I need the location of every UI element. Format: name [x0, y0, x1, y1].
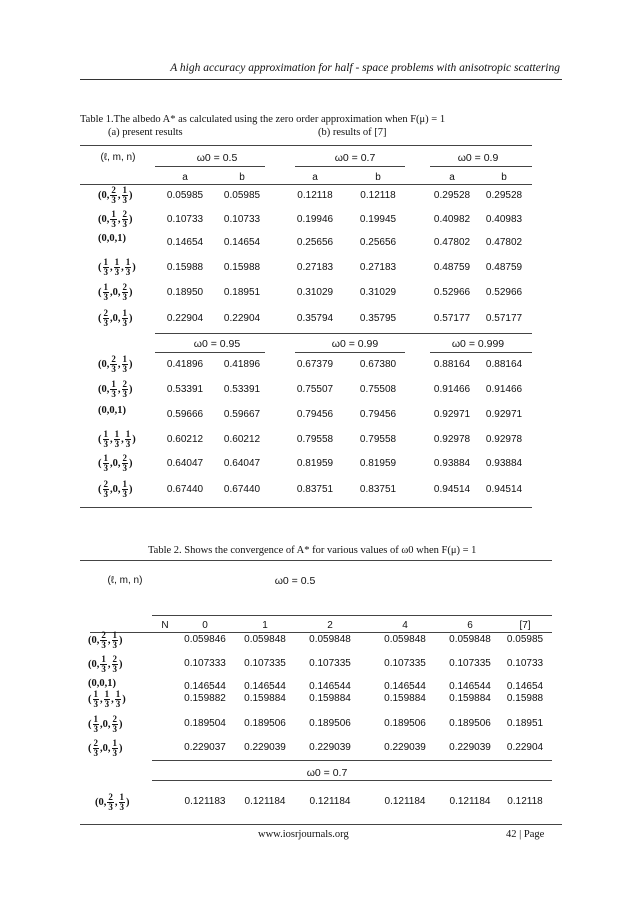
table1-col-a: a — [449, 172, 455, 183]
table2-cell: 0.059848 — [384, 634, 426, 645]
table2-cell: 0.18951 — [506, 718, 544, 729]
table1-cell: 0.41896 — [223, 359, 261, 370]
table1-cell: 0.67440 — [223, 484, 261, 495]
table2-cell: 0.189504 — [184, 718, 226, 729]
table1-cell: 0.64047 — [166, 458, 204, 469]
table1-cell: 0.83751 — [359, 484, 397, 495]
table1-cell: 0.94514 — [433, 484, 471, 495]
table1-cell: 0.10733 — [166, 214, 204, 225]
table1-cell: 0.48759 — [433, 262, 471, 273]
table1-cell: 0.35795 — [359, 313, 397, 324]
table1-col-b: b — [375, 172, 381, 183]
table2-cell: 0.22904 — [506, 742, 544, 753]
table1-omega-top: ω0 = 0.5 — [196, 152, 238, 164]
table2-omega-first: ω0 = 0.5 — [274, 575, 316, 587]
table1-cell: 0.67380 — [359, 359, 397, 370]
table1-omega-top: ω0 = 0.9 — [457, 152, 499, 164]
table1-cell: 0.79456 — [296, 409, 334, 420]
table1-cell: 0.48759 — [485, 262, 523, 273]
table2-row-label: ( 0 , $\frac{2}{3}$ , $\frac{1}{3}$ ) — [95, 792, 130, 812]
table2-n-header: 0 — [202, 620, 208, 631]
table2-cell: 0.146544 — [449, 681, 491, 692]
table2-cell: 0.146544 — [184, 681, 226, 692]
table2-cell: 0.229039 — [244, 742, 286, 753]
table1-col-a: a — [182, 172, 188, 183]
table1-cell: 0.91466 — [485, 384, 523, 395]
table1-cell: 0.40983 — [485, 214, 523, 225]
table1-cell: 0.12118 — [297, 190, 333, 201]
table1-cell: 0.92978 — [485, 434, 523, 445]
table1-cell: 0.60212 — [166, 434, 204, 445]
table2-cell: 0.159882 — [184, 693, 226, 704]
table1-cell: 0.25656 — [359, 237, 397, 248]
table2-cell: 0.146544 — [309, 681, 351, 692]
table2-n-label: N — [161, 620, 169, 631]
table2-cell: 0.189506 — [384, 718, 426, 729]
table1-cell: 0.18951 — [223, 287, 261, 298]
table1-mid-rule — [155, 333, 532, 334]
table1-cell: 0.94514 — [485, 484, 523, 495]
table1-cell: 0.88164 — [433, 359, 471, 370]
table1-cell: 0.19946 — [296, 214, 334, 225]
table1-cell: 0.14654 — [223, 237, 261, 248]
table1-cell: 0.12118 — [360, 190, 396, 201]
table2-cell: 0.146544 — [244, 681, 286, 692]
table1-cell: 0.59666 — [166, 409, 204, 420]
table2-header-rule — [90, 632, 552, 633]
table1-sub-b: (b) results of [7] — [318, 127, 387, 138]
table1-cell: 0.83751 — [296, 484, 334, 495]
table2-row-label: ( $\frac{2}{3}$ , 0 , $\frac{1}{3}$ ) — [88, 738, 123, 758]
table1-row-label: ( 0 , 0 , 1 ) — [98, 405, 126, 416]
table2-omega-second: ω0 = 0.7 — [306, 767, 348, 779]
table2-cell: 0.12118 — [507, 796, 543, 807]
table1-col-a: a — [312, 172, 318, 183]
table1-cell: 0.60212 — [223, 434, 261, 445]
table1-cell: 0.15988 — [166, 262, 204, 273]
table1-caption: Table 1.The albedo A* as calculated using the zero order approximation when F(μ) = 1 — [80, 114, 446, 125]
table1-sub-a: (a) present results — [108, 127, 183, 138]
table2-cell: 0.146544 — [384, 681, 426, 692]
table1-row-label: ( $\frac{1}{3}$ , $\frac{1}{3}$ , $\frac{1}{3}$ ) — [98, 257, 136, 277]
table2-cell: 0.189506 — [244, 718, 286, 729]
table1-cell: 0.93884 — [485, 458, 523, 469]
table2-cell: 0.107335 — [244, 658, 286, 669]
table1-cell: 0.81959 — [359, 458, 397, 469]
footer-page: 42 | Page — [506, 829, 545, 840]
table1-cell: 0.81959 — [296, 458, 334, 469]
table2-cell: 0.189506 — [309, 718, 351, 729]
table1-row-label: ( 0 , 0 , 1 ) — [98, 233, 126, 244]
table1-cell: 0.53391 — [223, 384, 261, 395]
table1-col-b: b — [501, 172, 507, 183]
table2-n-header: 4 — [402, 620, 408, 631]
table1-cell: 0.91466 — [433, 384, 471, 395]
table1-top-rule — [80, 145, 532, 146]
table1-group-rule — [430, 352, 532, 353]
table2-cell: 0.059848 — [309, 634, 351, 645]
running-header: A high accuracy approximation for half - space problems with anisotropic scattering — [170, 62, 560, 74]
table1-omega-top: ω0 = 0.7 — [334, 152, 376, 164]
table1-cell: 0.15988 — [223, 262, 261, 273]
table1-group-rule — [155, 352, 265, 353]
table1-cell: 0.79558 — [296, 434, 334, 445]
table1-cell: 0.29528 — [433, 190, 471, 201]
table2-row-label: ( 0 , $\frac{2}{3}$ , $\frac{1}{3}$ ) — [88, 630, 123, 650]
table2-n-header: [7] — [519, 620, 531, 631]
table2-cell: 0.229039 — [449, 742, 491, 753]
table2-cell: 0.05985 — [506, 634, 544, 645]
table1-cell: 0.31029 — [296, 287, 334, 298]
footer-rule — [80, 824, 562, 825]
table1-cell: 0.59667 — [223, 409, 261, 420]
table2-cell: 0.121183 — [184, 796, 226, 807]
table1-cell: 0.25656 — [296, 237, 334, 248]
table1-cell: 0.52966 — [485, 287, 523, 298]
table1-row-label: ( $\frac{2}{3}$ , 0 , $\frac{1}{3}$ ) — [98, 308, 133, 328]
table2-cell: 0.159884 — [384, 693, 426, 704]
table1-cell: 0.05985 — [166, 190, 204, 201]
table2-cell: 0.229039 — [384, 742, 426, 753]
table2-cell: 0.107335 — [384, 658, 426, 669]
table2-n-header: 1 — [262, 620, 268, 631]
table1-cell: 0.79558 — [359, 434, 397, 445]
table1-cell: 0.18950 — [166, 287, 204, 298]
table1-row-label: ( 0 , $\frac{2}{3}$ , $\frac{1}{3}$ ) — [98, 354, 133, 374]
table2-row-label: ( $\frac{1}{3}$ , 0 , $\frac{2}{3}$ ) — [88, 714, 123, 734]
table1-row-label: ( 0 , $\frac{1}{3}$ , $\frac{2}{3}$ ) — [98, 209, 133, 229]
table2-cell: 0.14654 — [506, 681, 544, 692]
table1-cell: 0.14654 — [166, 237, 204, 248]
table1-cell: 0.92978 — [433, 434, 471, 445]
table1-cell: 0.53391 — [166, 384, 204, 395]
table2-cell: 0.121184 — [309, 796, 351, 807]
table1-cell: 0.05985 — [223, 190, 261, 201]
table1-cell: 0.79456 — [359, 409, 397, 420]
table2-cell: 0.159884 — [309, 693, 351, 704]
table2-cell: 0.107333 — [184, 658, 226, 669]
table1-cell: 0.75508 — [359, 384, 397, 395]
table1-group-rule — [430, 166, 532, 167]
table1-row-label: ( $\frac{2}{3}$ , 0 , $\frac{1}{3}$ ) — [98, 479, 133, 499]
table2-cell: 0.107335 — [449, 658, 491, 669]
table1-cell: 0.67440 — [166, 484, 204, 495]
table1-cell: 0.64047 — [223, 458, 261, 469]
table2-cell: 0.229037 — [184, 742, 226, 753]
table1-cell: 0.31029 — [359, 287, 397, 298]
table1-cell: 0.40982 — [433, 214, 471, 225]
table1-cell: 0.88164 — [485, 359, 523, 370]
table1-cell: 0.10733 — [223, 214, 261, 225]
table1-group-rule — [295, 352, 405, 353]
table2-cell: 0.059848 — [449, 634, 491, 645]
table2-mid-rule — [152, 760, 552, 761]
table2-cell: 0.10733 — [506, 658, 544, 669]
table1-omega-bottom: ω0 = 0.99 — [331, 338, 379, 350]
table1-cell: 0.29528 — [485, 190, 523, 201]
table1-cell: 0.22904 — [166, 313, 204, 324]
table2-cell: 0.121184 — [384, 796, 426, 807]
table2-cell: 0.121184 — [449, 796, 491, 807]
table1-cell: 0.67379 — [296, 359, 334, 370]
table1-row-label: ( 0 , $\frac{1}{3}$ , $\frac{2}{3}$ ) — [98, 379, 133, 399]
table1-row-label: ( $\frac{1}{3}$ , 0 , $\frac{2}{3}$ ) — [98, 282, 133, 302]
table1-cell: 0.92971 — [433, 409, 471, 420]
table1-group-rule — [155, 166, 265, 167]
table1-row-label: ( $\frac{1}{3}$ , $\frac{1}{3}$ , $\frac{1}{3}$ ) — [98, 429, 136, 449]
table2-row-label: ( 0 , 0 , 1 ) — [88, 678, 116, 689]
table1-row-label: ( 0 , $\frac{2}{3}$ , $\frac{1}{3}$ ) — [98, 185, 133, 205]
table2-mid-rule — [152, 780, 552, 781]
table2-header-top-rule — [152, 615, 552, 616]
table1-cell: 0.47802 — [485, 237, 523, 248]
table1-cell: 0.41896 — [166, 359, 204, 370]
table1-cell: 0.47802 — [433, 237, 471, 248]
table1-cell: 0.57177 — [485, 313, 523, 324]
table2-n-header: 6 — [467, 620, 473, 631]
table2-cell: 0.059846 — [184, 634, 226, 645]
table2-cell: 0.189506 — [449, 718, 491, 729]
table2-index-label: (ℓ, m, n) — [107, 575, 143, 586]
table1-header-rule — [80, 184, 532, 185]
table2-cell: 0.159884 — [449, 693, 491, 704]
table2-cell: 0.15988 — [506, 693, 544, 704]
table2-cell: 0.159884 — [244, 693, 286, 704]
table2-top-rule — [80, 560, 552, 561]
table1-row-label: ( $\frac{1}{3}$ , 0 , $\frac{2}{3}$ ) — [98, 453, 133, 473]
table1-cell: 0.27183 — [359, 262, 397, 273]
table2-row-label: ( $\frac{1}{3}$ , $\frac{1}{3}$ , $\frac{1}{3}$ ) — [88, 689, 126, 709]
table1-cell: 0.35794 — [296, 313, 334, 324]
table1-cell: 0.27183 — [296, 262, 334, 273]
table1-omega-bottom: ω0 = 0.95 — [193, 338, 241, 350]
table2-cell: 0.121184 — [244, 796, 286, 807]
header-rule — [80, 79, 562, 80]
table2-row-label: ( 0 , $\frac{1}{3}$ , $\frac{2}{3}$ ) — [88, 654, 123, 674]
table1-cell: 0.92971 — [485, 409, 523, 420]
table2-cell: 0.059848 — [244, 634, 286, 645]
table1-col-b: b — [239, 172, 245, 183]
table1-omega-bottom: ω0 = 0.999 — [451, 338, 505, 350]
table1-cell: 0.93884 — [433, 458, 471, 469]
table1-cell: 0.52966 — [433, 287, 471, 298]
table1-bottom-rule — [80, 507, 532, 508]
table2-caption: Table 2. Shows the convergence of A* for various values of ω0 when F(μ) = 1 — [148, 545, 477, 556]
table2-n-header: 2 — [327, 620, 333, 631]
table1-cell: 0.19945 — [359, 214, 397, 225]
footer-site: www.iosrjournals.org — [258, 829, 349, 840]
table2-cell: 0.229039 — [309, 742, 351, 753]
table1-cell: 0.75507 — [296, 384, 334, 395]
table1-cell: 0.22904 — [223, 313, 261, 324]
table2-cell: 0.107335 — [309, 658, 351, 669]
table1-group-rule — [295, 166, 405, 167]
table1-index-label: (ℓ, m, n) — [100, 152, 136, 163]
table1-cell: 0.57177 — [433, 313, 471, 324]
